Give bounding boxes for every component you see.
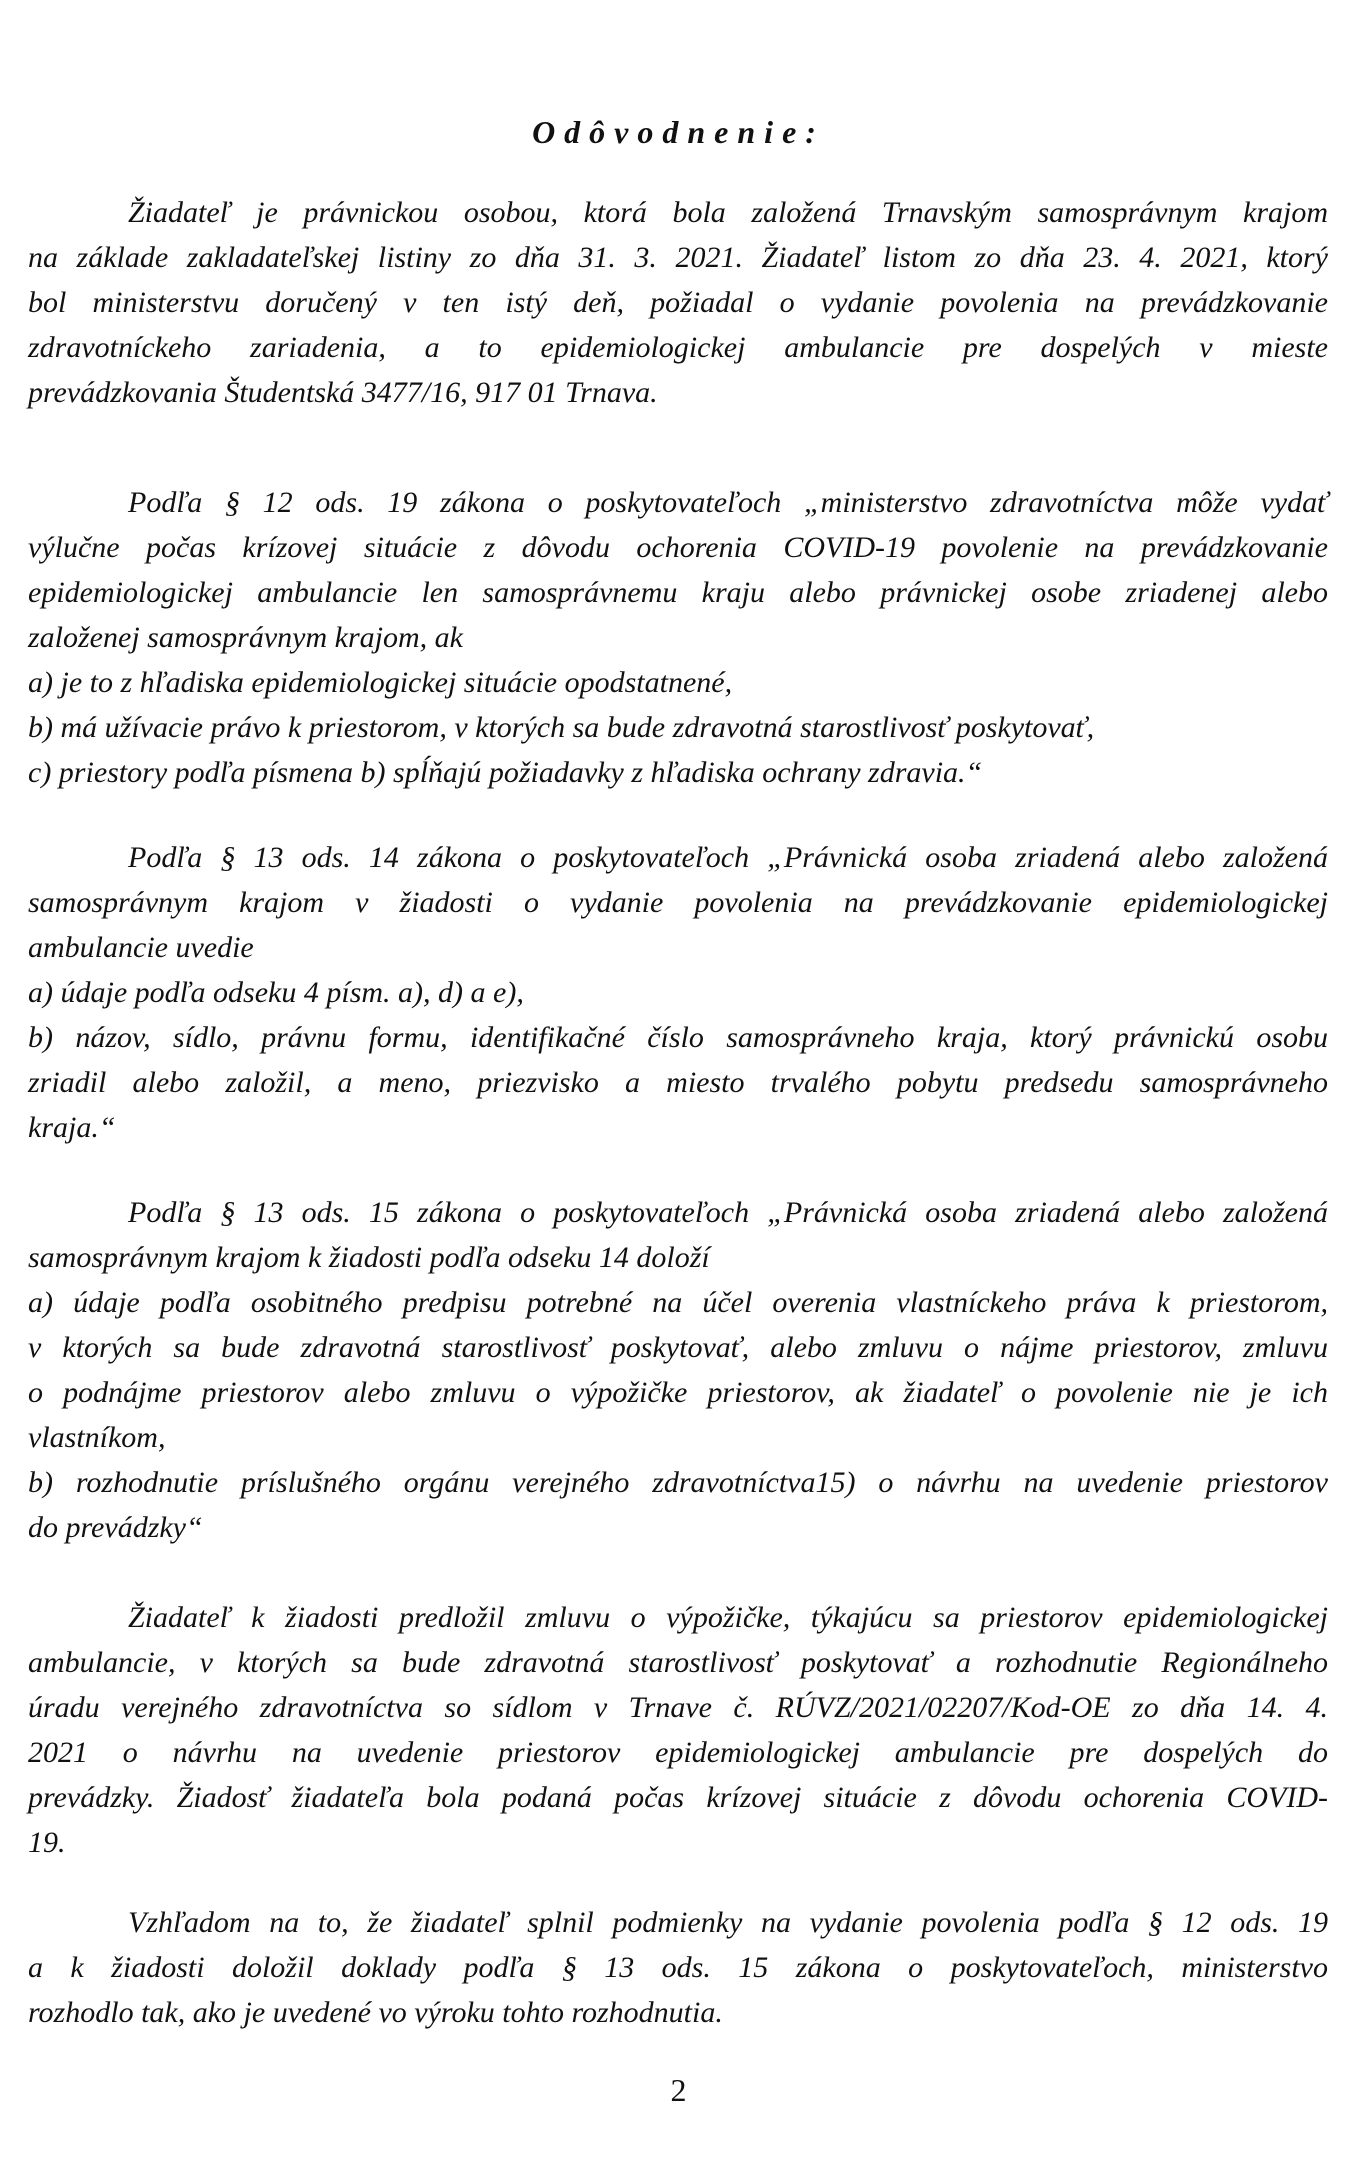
- paragraph-line: výlučne počas krízovej situácie z dôvodu ochorenia COVID-19 povolenie na prevádzkovanie: [28, 531, 1328, 564]
- paragraph-line: samosprávnym krajom v žiadosti o vydanie povolenia na prevádzkovanie epidemiologickej: [28, 886, 1328, 919]
- paragraph-line: a) údaje podľa osobitného predpisu potrebné na účel overenia vlastníckeho práva k priestorom,: [28, 1286, 1328, 1319]
- paragraph-line: 19.: [28, 1826, 66, 1859]
- paragraph-line: a k žiadosti doložil doklady podľa § 13 ods. 15 zákona o poskytovateľoch, ministerstvo: [28, 1951, 1328, 1984]
- paragraph-line: kraja.“: [28, 1111, 116, 1144]
- paragraph-line: Podľa § 12 ods. 19 zákona o poskytovateľoch „ministerstvo zdravotníctva môže vydať: [128, 486, 1328, 519]
- paragraph-line: do prevádzky“: [28, 1511, 203, 1544]
- paragraph-line: b) názov, sídlo, právnu formu, identifikačné číslo samosprávneho kraja, ktorý právnickú osobu: [28, 1021, 1328, 1054]
- paragraph-line: prevádzkovania Študentská 3477/16, 917 01 Trnava.: [28, 376, 658, 409]
- paragraph-line: Podľa § 13 ods. 15 zákona o poskytovateľoch „Právnická osoba zriadená alebo založená: [128, 1196, 1328, 1229]
- paragraph-line: a) je to z hľadiska epidemiologickej situácie opodstatnené,: [28, 666, 733, 699]
- paragraph-line: založenej samosprávnym krajom, ak: [28, 621, 463, 654]
- paragraph-line: úradu verejného zdravotníctva so sídlom v Trnave č. RÚVZ/2021/02207/Kod-OE zo dňa 14. 4.: [28, 1691, 1328, 1724]
- paragraph-line: v ktorých sa bude zdravotná starostlivosť poskytovať, alebo zmluvu o nájme priestorov, zmluvu: [28, 1331, 1328, 1364]
- paragraph-line: ambulancie, v ktorých sa bude zdravotná starostlivosť poskytovať a rozhodnutie Regionálneho: [28, 1646, 1328, 1679]
- paragraph-6: [28, 1900, 1328, 2035]
- paragraph-2: [28, 480, 1328, 795]
- paragraph-line: o podnájme priestorov alebo zmluvu o výpožičke priestorov, ak žiadateľ o povolenie nie je ich: [28, 1376, 1328, 1409]
- paragraph-line: samosprávnym krajom k žiadosti podľa odseku 14 doloží: [28, 1241, 710, 1274]
- paragraph-line: bol ministerstvu doručený v ten istý deň, požiadal o vydanie povolenia na prevádzkovanie: [28, 286, 1328, 319]
- page-number: 2: [670, 2072, 687, 2108]
- paragraph-3: [28, 835, 1328, 1150]
- paragraph-line: Žiadateľ k žiadosti predložil zmluvu o výpožičke, týkajúcu sa priestorov epidemiologickej: [128, 1601, 1328, 1634]
- paragraph-line: na základe zakladateľskej listiny zo dňa 31. 3. 2021. Žiadateľ listom zo dňa 23. 4. 2021, ktorý: [28, 241, 1328, 274]
- section-heading: Odôvodnenie:: [532, 114, 825, 150]
- paragraph-line: b) má užívacie právo k priestorom, v ktorých sa bude zdravotná starostlivosť poskytovať,: [28, 711, 1095, 744]
- paragraph-line: 2021 o návrhu na uvedenie priestorov epidemiologickej ambulancie pre dospelých do: [28, 1736, 1328, 1769]
- paragraph-line: c) priestory podľa písmena b) spĺňajú požiadavky z hľadiska ochrany zdravia.“: [28, 756, 983, 789]
- paragraph-5: [28, 1595, 1328, 1865]
- paragraph-line: ambulancie uvedie: [28, 931, 254, 964]
- paragraph-line: zriadil alebo založil, a meno, priezvisko a miesto trvalého pobytu predsedu samosprávneho: [28, 1066, 1328, 1099]
- paragraph-line: Žiadateľ je právnickou osobou, ktorá bola založená Trnavským samosprávnym krajom: [128, 196, 1328, 229]
- paragraph-line: prevádzky. Žiadosť žiadateľa bola podaná počas krízovej situácie z dôvodu ochorenia COVID-: [28, 1781, 1328, 1814]
- paragraph-line: a) údaje podľa odseku 4 písm. a), d) a e),: [28, 976, 524, 1009]
- paragraph-line: vlastníkom,: [28, 1421, 166, 1454]
- paragraph-line: Vzhľadom na to, že žiadateľ splnil podmienky na vydanie povolenia podľa § 12 ods. 19: [128, 1906, 1328, 1939]
- paragraph-line: rozhodlo tak, ako je uvedené vo výroku tohto rozhodnutia.: [28, 1996, 723, 2029]
- paragraph-line: epidemiologickej ambulancie len samosprávnemu kraju alebo právnickej osobe zriadenej alebo: [28, 576, 1328, 609]
- paragraph-line: b) rozhodnutie príslušného orgánu verejného zdravotníctva15) o návrhu na uvedenie priestorov: [28, 1466, 1328, 1499]
- paragraph-line: zdravotníckeho zariadenia, a to epidemiologickej ambulancie pre dospelých v mieste: [28, 331, 1328, 364]
- paragraph-4: [28, 1190, 1328, 1550]
- paragraph-1: [28, 190, 1328, 415]
- paragraph-line: Podľa § 13 ods. 14 zákona o poskytovateľoch „Právnická osoba zriadená alebo založená: [128, 841, 1328, 874]
